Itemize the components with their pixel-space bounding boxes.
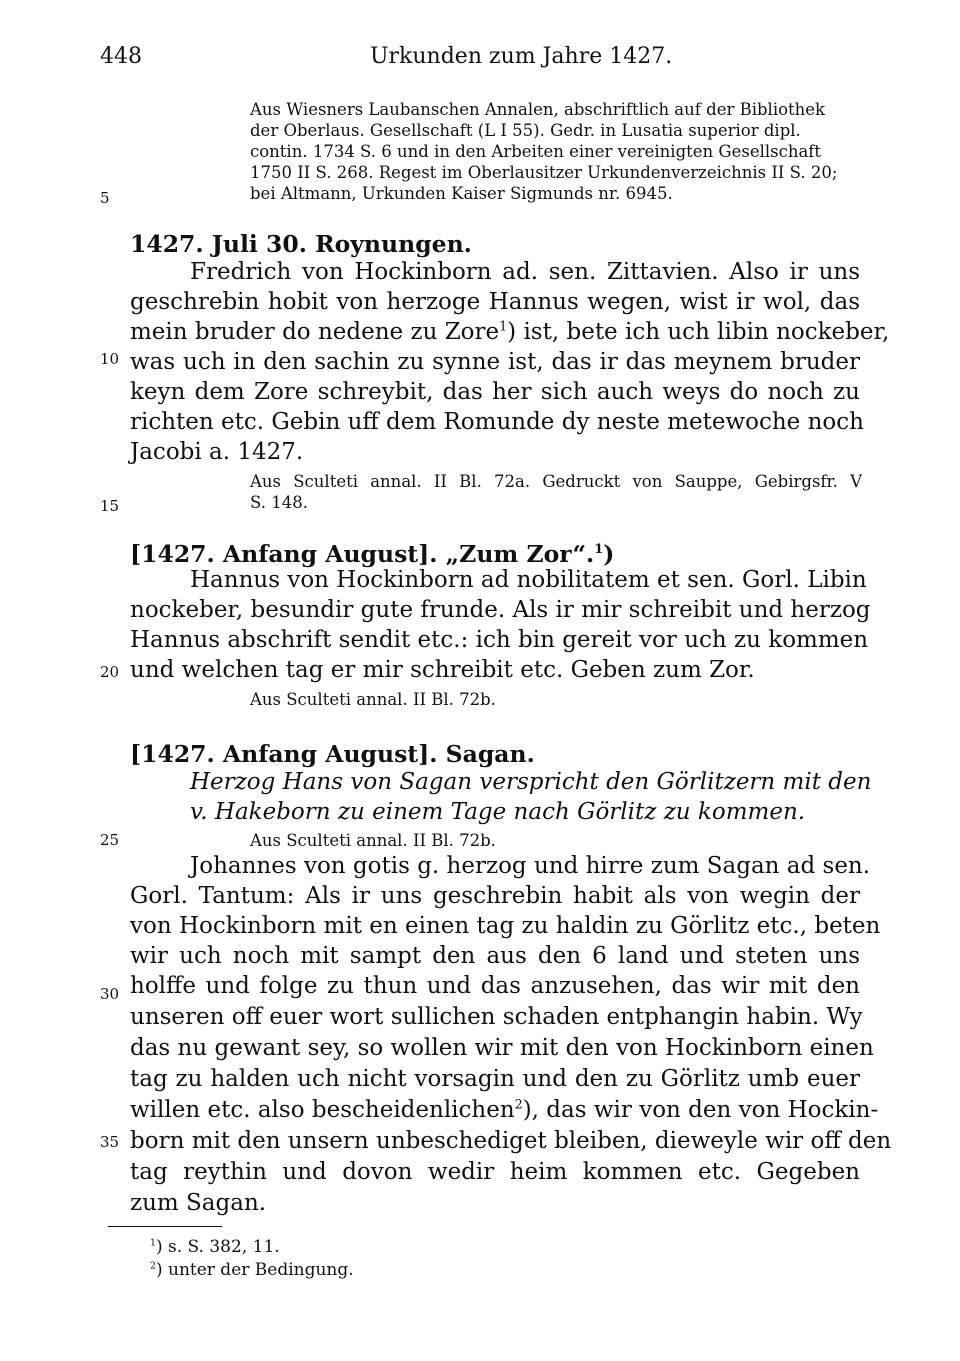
footnote-ref: 1 (594, 542, 604, 558)
footnote-ref: 2 (514, 1096, 523, 1112)
footnote-ref: 1 (499, 318, 508, 334)
line-number: 35 (100, 1133, 120, 1151)
line-number: 5 (100, 189, 110, 207)
running-title: Urkunden zum Jahre 1427. (370, 44, 673, 69)
doc2-line: und welchen tag er mir schreibit etc. Geben zum Zor. (130, 657, 755, 683)
footnote: $^2$) unter der Bedingung. (150, 1260, 354, 1280)
footnote-divider (108, 1226, 222, 1227)
doc3-line: Johannes von gotis g. herzog und hirre zum Sagan ad sen. (190, 853, 871, 879)
doc1-heading: 1427. Juli 30. Roynungen. (130, 230, 472, 258)
doc1-line: mein bruder do nedene zu Zore$^1$) ist, bete ich uch libin nockeber, (130, 318, 890, 345)
doc3-heading: [1427. Anfang August]. Sagan. (130, 740, 535, 768)
doc3-line: Gorl. Tantum: Als ir uns geschrebin habit als von wegin der (130, 883, 860, 909)
intro-source-line: 1750 II S. 268. Regest im Oberlausitzer Urkundenverzeichnis II S. 20; (250, 163, 838, 182)
line-number: 25 (100, 831, 120, 849)
line-number: 20 (100, 663, 120, 681)
doc1-line: Jacobi a. 1427. (130, 439, 304, 465)
doc3-line: tag reythin und dovon wedir heim kommen etc. Gegeben (130, 1159, 860, 1185)
doc3-summary: Herzog Hans von Sagan verspricht den Görlitzern mit den (190, 769, 872, 795)
doc2-heading: [1427. Anfang August]. „Zum Zor“.$^1$) (130, 540, 615, 568)
doc3-line: willen etc. also bescheidenlichen$^2$), das wir von den von Hockin- (130, 1096, 879, 1123)
doc1-source: Aus Sculteti annal. II Bl. 72a. Gedruckt von Sauppe, Gebirgsfr. V (250, 472, 862, 491)
doc3-line: von Hockinborn mit en einen tag zu haldin zu Görlitz etc., beten (130, 913, 881, 939)
doc3-line: holffe und folge zu thun und das anzusehen, das wir mit den (130, 973, 860, 999)
doc1-line: richten etc. Gebin uff dem Romunde dy neste metewoche noch (130, 409, 864, 435)
footnote: $^1$) s. S. 382, 11. (150, 1237, 280, 1257)
page-number: 448 (100, 44, 142, 69)
doc2-source: Aus Sculteti annal. II Bl. 72b. (250, 690, 496, 709)
doc3-line: zum Sagan. (130, 1190, 267, 1216)
intro-source-line: Aus Wiesners Laubanschen Annalen, abschriftlich auf der Bibliothek (250, 100, 826, 119)
intro-source-line: contin. 1734 S. 6 und in den Arbeiten einer vereinigten Gesellschaft (250, 142, 822, 161)
doc3-line: born mit den unsern unbeschediget bleiben, dieweyle wir off den (130, 1128, 892, 1154)
doc3-summary: v. Hakeborn zu einem Tage nach Görlitz zu kommen. (190, 799, 806, 825)
doc2-line: nockeber, besundir gute frunde. Als ir mir schreibit und herzog (130, 597, 871, 623)
doc1-line: Fredrich von Hockinborn ad. sen. Zittavien. Also ir uns (190, 259, 860, 285)
doc2-line: Hannus von Hockinborn ad nobilitatem et sen. Gorl. Libin (190, 567, 867, 593)
line-number: 10 (100, 350, 120, 368)
doc3-source: Aus Sculteti annal. II Bl. 72b. (250, 831, 496, 850)
doc2-line: Hannus abschrift sendit etc.: ich bin gereit vor uch zu kommen (130, 627, 869, 653)
doc3-line: wir uch noch mit sampt den aus den 6 land und steten uns (130, 943, 860, 969)
line-number: 15 (100, 497, 120, 515)
intro-source-line: der Oberlaus. Gesellschaft (L I 55). Gedr. in Lusatia superior dipl. (250, 121, 801, 140)
doc3-line: tag zu halden uch nicht vorsagin und den zu Görlitz umb euer (130, 1066, 860, 1092)
doc1-source: S. 148. (250, 493, 308, 512)
doc1-line: was uch in den sachin zu synne ist, das ir das meynem bruder (130, 349, 860, 375)
line-number: 30 (100, 985, 120, 1003)
doc1-line: keyn dem Zore schreybit, das her sich auch weys do noch zu (130, 379, 860, 405)
doc3-line: unseren off euer wort sullichen schaden entphangin habin. Wy (130, 1004, 863, 1030)
doc3-line: das nu gewant sey, so wollen wir mit den von Hockinborn einen (130, 1035, 874, 1061)
intro-source-line: bei Altmann, Urkunden Kaiser Sigmunds nr. 6945. (250, 184, 673, 203)
doc1-line: geschrebin hobit von herzoge Hannus wegen, wist ir wol, das (130, 289, 860, 315)
